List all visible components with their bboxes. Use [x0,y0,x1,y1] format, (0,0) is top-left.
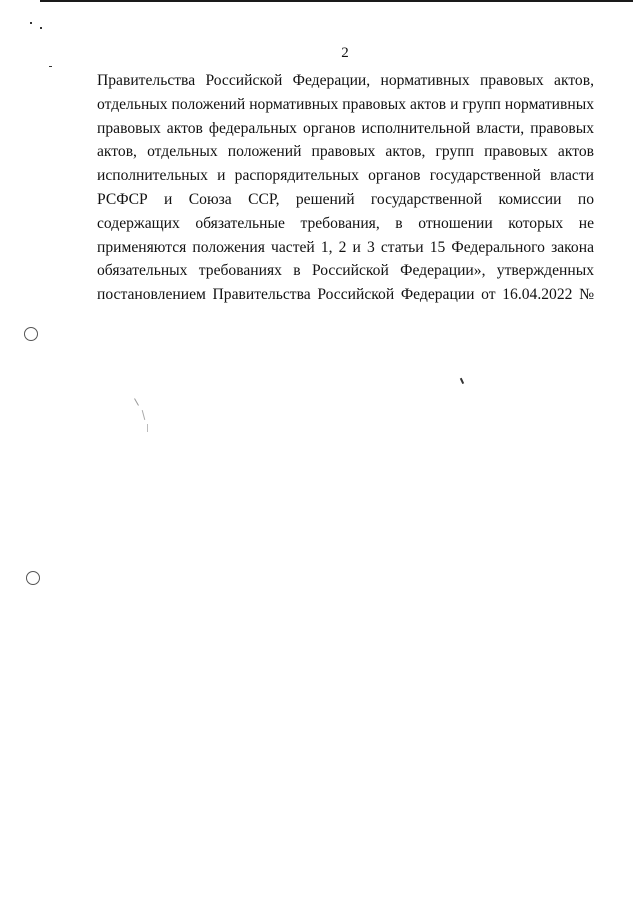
paragraph-line: РСФСР и Союза ССР, решений государственной комиссии по [97,190,594,208]
scan-speck [147,424,148,432]
scan-speck [49,66,52,67]
paragraph-line: правовых актов федеральных органов исполнительной власти, правовых [97,119,594,137]
scan-speck [134,398,139,405]
scan-top-edge [40,0,633,2]
scan-speck [40,27,42,29]
paragraph-line: применяются положения частей 1, 2 и 3 статьи 15 Федерального закона [97,238,594,256]
scan-speck [460,378,464,384]
scan-speck [30,22,32,24]
punch-hole [24,327,38,341]
page-number: 2 [341,45,349,61]
paragraph-line: Правительства Российской Федерации, нормативных правовых актов, [97,72,594,89]
paragraph-line: обязательных требованиях в Российской Федерации», утвержденных [97,262,594,280]
paragraph-line-last: постановлением Правительства Российской Федерации от 16.04.2022 № [97,286,594,304]
document-paragraph [97,69,594,307]
punch-hole [26,571,40,585]
paragraph-line: содержащих обязательные требования, в отношении которых не [97,214,594,232]
scan-speck [142,410,146,420]
paragraph-line: отдельных положений нормативных правовых актов и групп нормативных [97,95,594,113]
paragraph-line: актов, отдельных положений правовых актов, групп правовых актов [97,143,594,161]
paragraph-line: исполнительных и распорядительных органов государственной власти [97,167,594,185]
